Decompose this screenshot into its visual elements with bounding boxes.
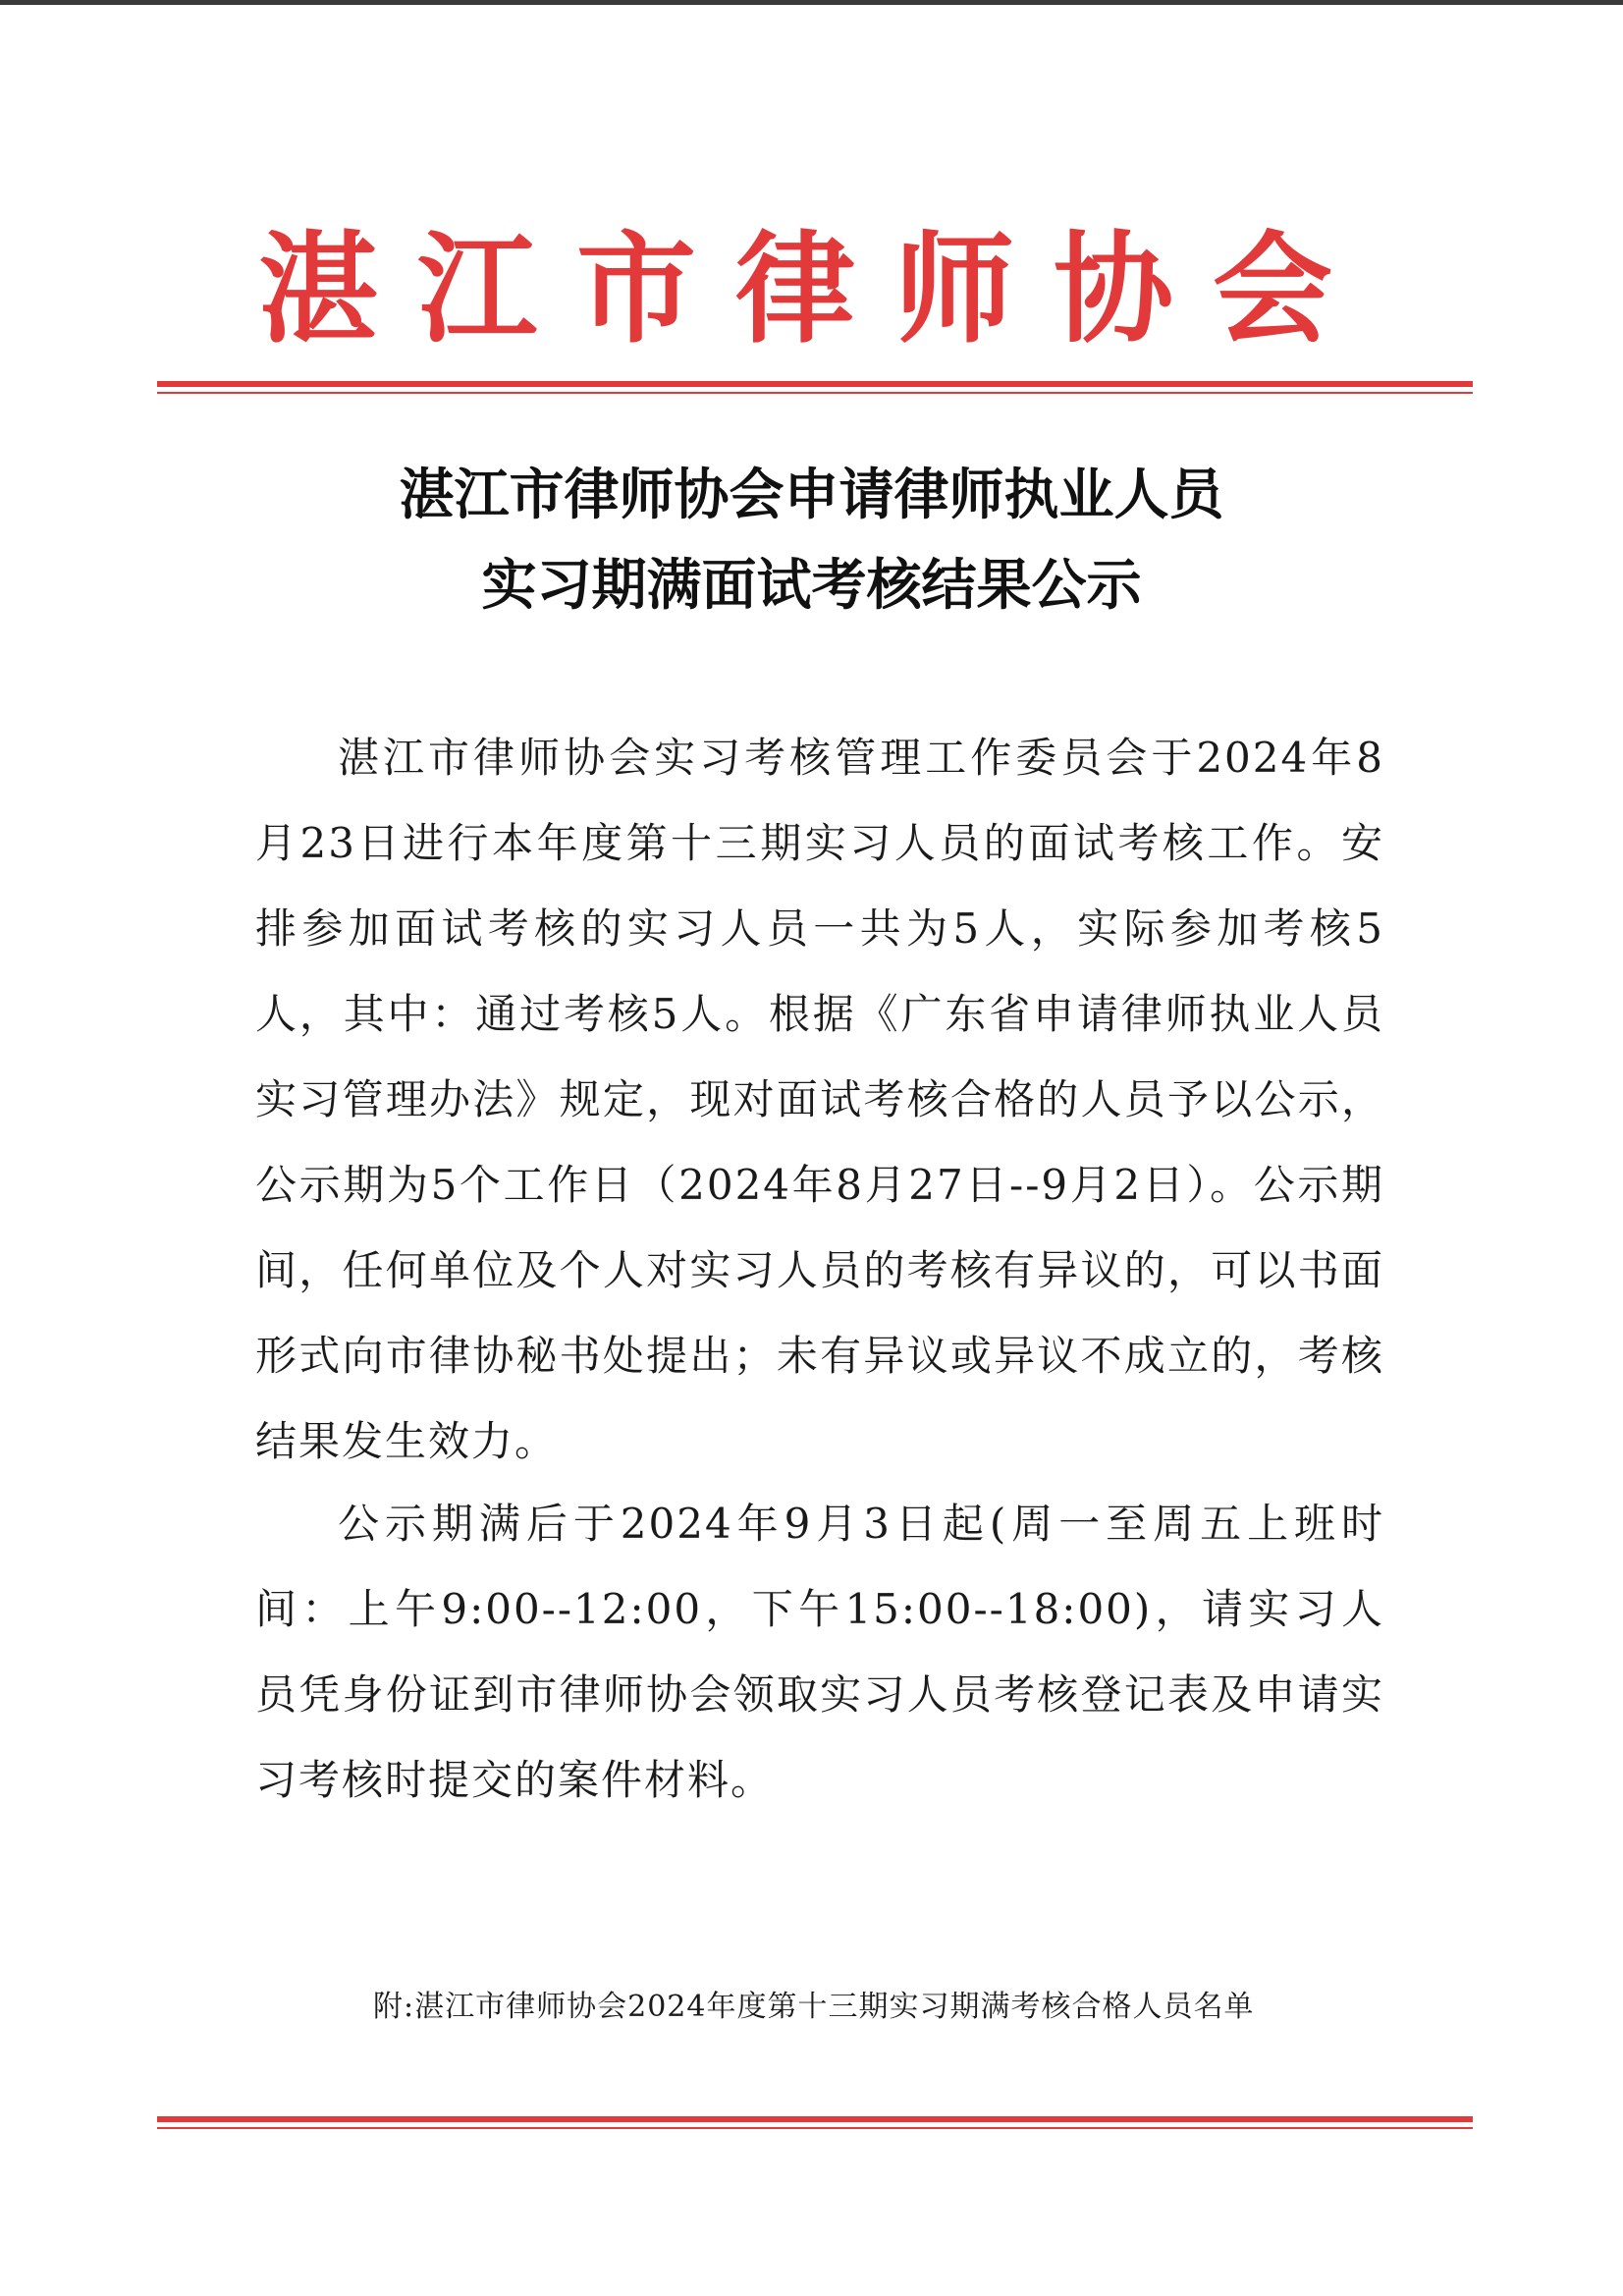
scan-edge [0,0,1623,5]
body-paragraph-2: 公示期满后于2024年9月3日起(周一至周五上班时间：上午9:00--12:00，下午15:00--18:00)，请实习人员凭身份证到市律师协会领取实习人员考核登记表及申请实习考核时提交的案件材料。 [255,1500,1384,1804]
footer-red-rule [157,2116,1473,2129]
body-paragraph-1: 湛江市律师协会实习考核管理工作委员会于2024年8月23日进行本年度第十三期实习人员的面试考核工作。安排参加面试考核的实习人员一共为5人，实际参加考核5人，其中：通过考核5人。根据《广东省申请律师执业人员实习管理办法》规定，现对面试考核合格的人员予以公示，公示期为5个工作日（2024年8月27日--9月2日）。公示期间，任何单位及个人对实习人员的考核有异议的，可以书面形式向市律协秘书处提出；未有异议或异议不成立的，考核结果发生效力。 [255,734,1384,1465]
organization-header: 湛江市律师协会 [258,220,1372,359]
header-red-rule [157,381,1473,394]
document-title-line-2: 实习期满面试考核结果公示 [481,554,1142,618]
attachment-note: 附:湛江市律师协会2024年度第十三期实习期满考核合格人员名单 [373,1990,1255,2024]
document-title-line-1: 湛江市律师协会申请律师执业人员 [399,464,1224,527]
